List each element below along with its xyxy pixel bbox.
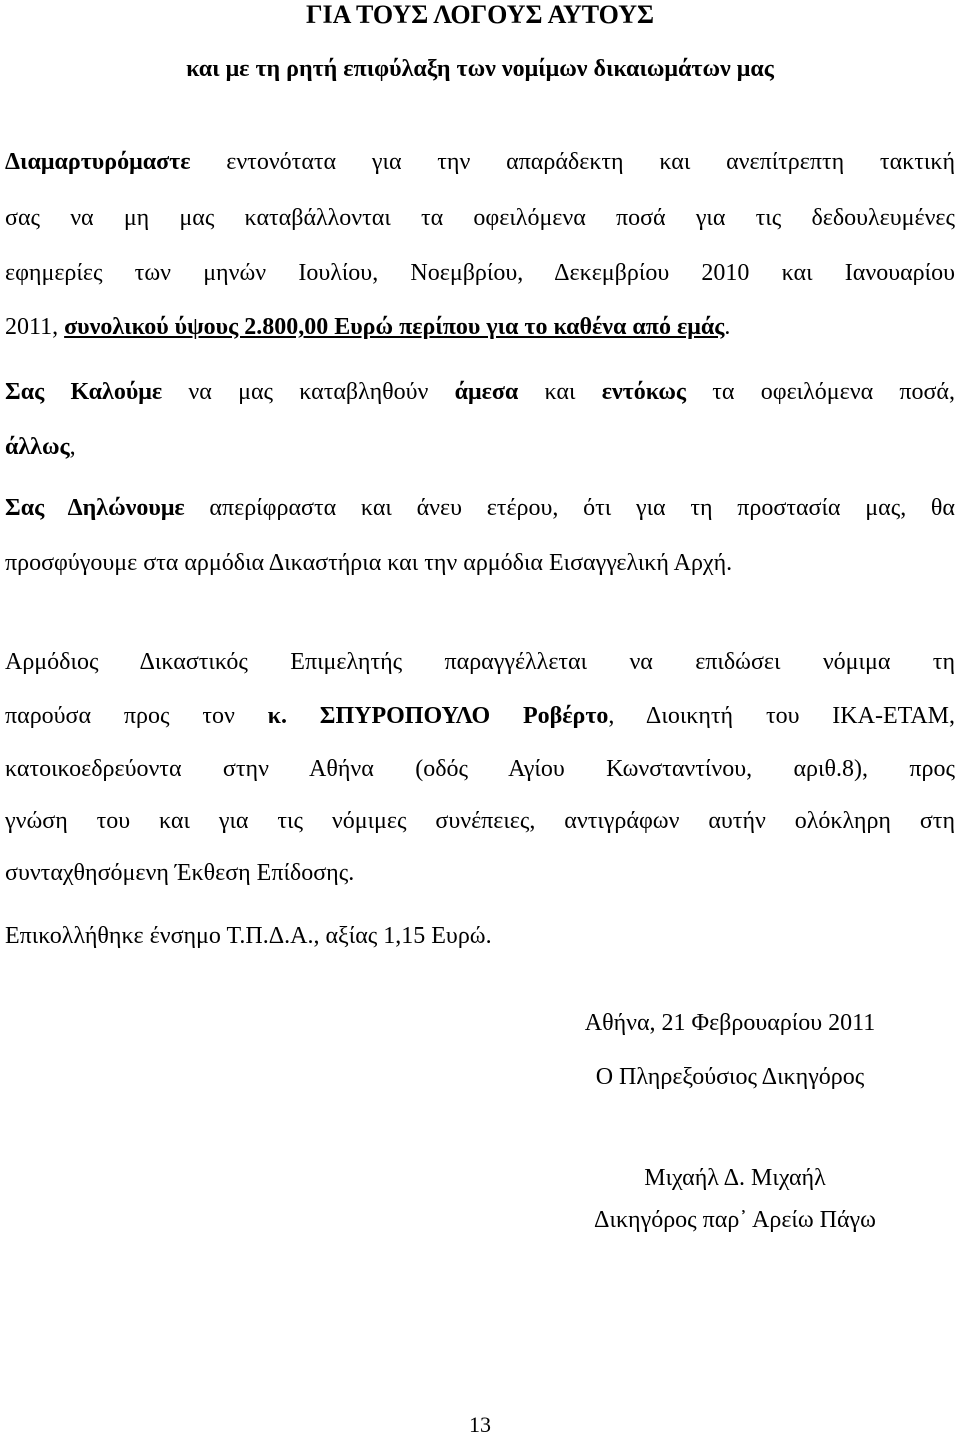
call-allos-end: ,	[69, 434, 76, 460]
call-line-1	[5, 377, 955, 407]
protest-line-1	[5, 147, 955, 177]
call-text-3: τα οφειλόμενα ποσά,	[686, 379, 956, 405]
document-heading: ΓΙΑ ΤΟΥΣ ΛΟΓΟΥΣ ΑΥΤΟΥΣ	[305, 0, 654, 29]
bailiff-line-4: γνώση του και για τις νόμιμες συνέπειες, αντιγράφων αυτήν ολόκληρη στη	[5, 808, 955, 834]
protest-lead: Διαμαρτυρόμαστε	[5, 149, 191, 175]
bailiff-line-2-start: παρούσα προς τον	[5, 703, 268, 729]
bailiff-line-2-end: , Διοικητή του ΙΚΑ-ΕΤΑΜ,	[608, 703, 956, 729]
protest-line-2: σας να μη μας καταβάλλονται τα οφειλόμενα ποσά για τις δεδουλευμένες	[5, 205, 955, 231]
protest-line-4	[5, 312, 955, 342]
protest-line-4-end: .	[724, 314, 731, 340]
bailiff-recipient: κ. ΣΠΥΡΟΠΟΥΛΟ Ροβέρτο	[267, 703, 609, 729]
declare-lead: Σας Δηλώνουμε	[5, 495, 185, 521]
signatory-title: Δικηγόρος παρ᾽ Αρείω Πάγω	[594, 1207, 876, 1233]
place-date: Αθήνα, 21 Φεβρουαρίου 2011	[584, 1010, 876, 1036]
call-amesa: άμεσα	[454, 379, 519, 405]
protest-line-4-start: 2011,	[5, 314, 65, 340]
protest-line-3: εφημερίες των μηνών Ιουλίου, Νοεμβρίου, Δεκεμβρίου 2010 και Ιανουαρίου	[5, 260, 955, 286]
signatory-name: Μιχαήλ Δ. Μιχαήλ	[644, 1165, 826, 1191]
call-entokos: εντόκως	[601, 379, 687, 405]
protest-line-1-text: εντονότατα για την απαράδεκτη και ανεπίτρεπτη τακτική	[190, 149, 955, 175]
bailiff-line-1: Αρμόδιος Δικαστικός Επιμελητής παραγγέλλεται να επιδώσει νόμιμα τη	[5, 649, 955, 675]
call-line-2	[5, 432, 955, 462]
stamp-note: Επικολλήθηκε ένσημο Τ.Π.Δ.Α., αξίας 1,15 Ευρώ.	[5, 923, 492, 949]
call-text-1: να μας καταβληθούν	[162, 379, 455, 405]
document-subheading: και με τη ρητή επιφύλαξη των νομίμων δικαιωμάτων μας	[186, 56, 774, 82]
page-number: 13	[469, 1412, 491, 1437]
protest-amount: συνολικού ύψους 2.800,00 Ευρώ περίπου για το καθένα από εμάς	[64, 314, 725, 340]
declare-line-1	[5, 493, 955, 523]
bailiff-line-3: κατοικοεδρεύοντα στην Αθήνα (οδός Αγίου Κωνσταντίνου, αριθ.8), προς	[5, 756, 955, 782]
bailiff-line-2	[5, 701, 955, 731]
call-allos: άλλως	[5, 434, 70, 460]
declare-line-1-text: απερίφραστα και άνευ ετέρου, ότι για τη προστασία μας, θα	[184, 495, 956, 521]
call-text-2: και	[518, 379, 602, 405]
signatory-role: Ο Πληρεξούσιος Δικηγόρος	[595, 1064, 865, 1090]
call-lead: Σας Καλούμε	[5, 379, 163, 405]
bailiff-line-5: συνταχθησόμενη Έκθεση Επίδοσης.	[5, 860, 355, 886]
declare-line-2: προσφύγουμε στα αρμόδια Δικαστήρια και την αρμόδια Εισαγγελική Αρχή.	[5, 550, 733, 576]
